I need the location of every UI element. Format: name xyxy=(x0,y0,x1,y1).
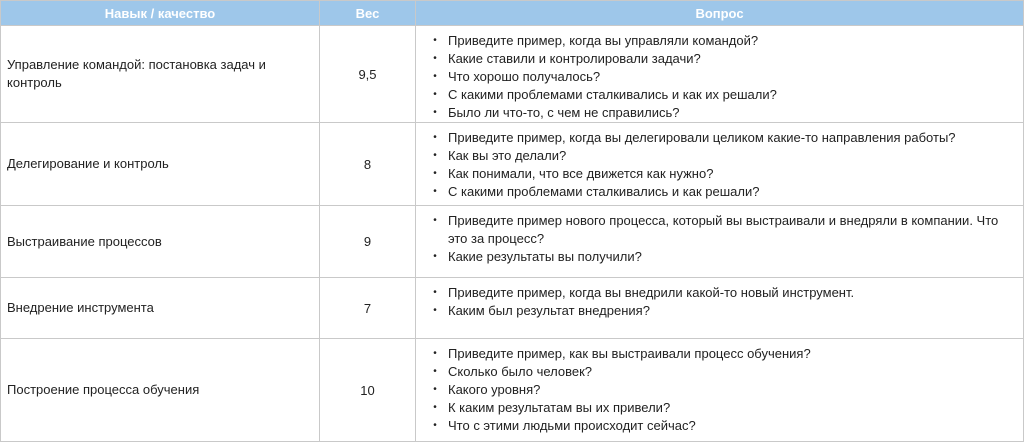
skill-cell: Внедрение инструмента xyxy=(1,278,320,339)
skill-cell: Выстраивание процессов xyxy=(1,206,320,278)
question-text: Как понимали, что все движется как нужно? xyxy=(448,166,714,181)
bullet-icon: • xyxy=(433,305,437,316)
question-item xyxy=(428,147,1017,165)
weight-cell: 10 xyxy=(320,339,416,442)
table-header-row xyxy=(1,1,1024,26)
question-text: Что с этими людьми происходит сейчас? xyxy=(448,418,696,433)
question-list xyxy=(428,32,1017,122)
bullet-icon: • xyxy=(433,420,437,431)
question-text: Приведите пример, как вы выстраивали процесс обучения? xyxy=(448,346,811,361)
table-row xyxy=(1,339,1024,442)
header-weight: Вес xyxy=(320,1,416,26)
question-text: Какие результаты вы получили? xyxy=(448,249,642,264)
question-text: Что хорошо получалось? xyxy=(448,69,601,84)
bullet-icon: • xyxy=(433,384,437,395)
question-text: Было ли что-то, с чем не справились? xyxy=(448,105,680,120)
question-text: Каким был результат внедрения? xyxy=(448,303,650,318)
question-item xyxy=(428,32,1017,50)
question-text: Приведите пример, когда вы управляли командой? xyxy=(448,33,759,48)
question-item xyxy=(428,363,1017,381)
question-item xyxy=(428,129,1017,147)
question-list xyxy=(428,212,1017,266)
question-item xyxy=(428,68,1017,86)
question-item xyxy=(428,86,1017,104)
question-text: Приведите пример, когда вы внедрили какой-то новый инструмент. xyxy=(448,285,855,300)
question-item xyxy=(428,165,1017,183)
bullet-icon: • xyxy=(433,402,437,413)
question-item xyxy=(428,284,1017,302)
bullet-icon: • xyxy=(433,251,437,262)
question-text: Приведите пример, когда вы делегировали целиком какие-то направления работы? xyxy=(448,130,956,145)
question-text: К каким результатам вы их привели? xyxy=(448,400,671,415)
question-item xyxy=(428,381,1017,399)
weight-cell: 8 xyxy=(320,123,416,206)
question-text: Какого уровня? xyxy=(448,382,541,397)
question-item xyxy=(428,50,1017,68)
skill-cell: Делегирование и контроль xyxy=(1,123,320,206)
question-item xyxy=(428,417,1017,435)
bullet-icon: • xyxy=(433,150,437,161)
question-text: Приведите пример нового процесса, который вы выстраивали и внедряли в компании. Что это за процесс? xyxy=(448,213,999,246)
bullet-icon: • xyxy=(433,287,437,298)
bullet-icon: • xyxy=(433,89,437,100)
question-cell xyxy=(416,339,1024,442)
question-text: Сколько было человек? xyxy=(448,364,593,379)
question-item xyxy=(428,248,1017,266)
bullet-icon: • xyxy=(433,215,437,226)
weight-cell: 9 xyxy=(320,206,416,278)
bullet-icon: • xyxy=(433,348,437,359)
weight-cell: 7 xyxy=(320,278,416,339)
question-text: Какие ставили и контролировали задачи? xyxy=(448,51,701,66)
question-text: С какими проблемами сталкивались и как решали? xyxy=(448,184,760,199)
bullet-icon: • xyxy=(433,53,437,64)
skill-cell: Построение процесса обучения xyxy=(1,339,320,442)
question-cell xyxy=(416,26,1024,123)
question-cell xyxy=(416,206,1024,278)
bullet-icon: • xyxy=(433,71,437,82)
question-list xyxy=(428,284,1017,320)
question-item xyxy=(428,212,1017,248)
question-item xyxy=(428,399,1017,417)
question-item xyxy=(428,183,1017,201)
bullet-icon: • xyxy=(433,168,437,179)
header-skill: Навык / качество xyxy=(1,1,320,26)
table-row xyxy=(1,26,1024,123)
header-question: Вопрос xyxy=(416,1,1024,26)
question-item xyxy=(428,302,1017,320)
bullet-icon: • xyxy=(433,35,437,46)
skill-cell: Управление командой: постановка задач и контроль xyxy=(1,26,320,123)
question-text: С какими проблемами сталкивались и как их решали? xyxy=(448,87,777,102)
question-item xyxy=(428,345,1017,363)
question-text: Как вы это делали? xyxy=(448,148,567,163)
bullet-icon: • xyxy=(433,366,437,377)
table-row xyxy=(1,206,1024,278)
table-row xyxy=(1,278,1024,339)
bullet-icon: • xyxy=(433,107,437,118)
bullet-icon: • xyxy=(433,132,437,143)
question-cell xyxy=(416,278,1024,339)
question-list xyxy=(428,129,1017,201)
question-cell xyxy=(416,123,1024,206)
question-item xyxy=(428,104,1017,122)
table-row xyxy=(1,123,1024,206)
bullet-icon: • xyxy=(433,186,437,197)
weight-cell: 9,5 xyxy=(320,26,416,123)
